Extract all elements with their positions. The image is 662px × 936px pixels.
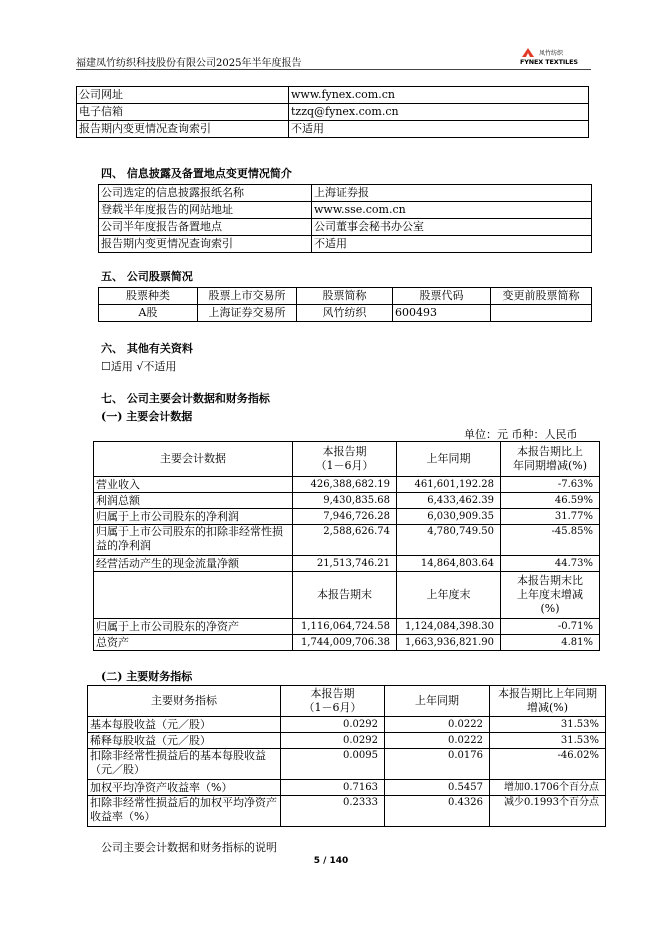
header-cell: 股票代码 xyxy=(393,288,491,305)
cell: 600493 xyxy=(393,305,491,322)
header-cell: 变更前股票简称 xyxy=(491,288,592,305)
cell-value: 14,864,803.64 xyxy=(397,556,501,572)
table-row xyxy=(88,717,606,733)
cell-value: 不适用 xyxy=(312,236,592,253)
cell-label: 总资产 xyxy=(94,635,293,651)
table-row xyxy=(94,509,600,525)
cell-label: 扣除非经常性损益后的加权平均净资产收益率（%） xyxy=(88,796,281,827)
cell-label: 营业收入 xyxy=(94,477,293,493)
cell-label: 公司选定的信息披露报纸名称 xyxy=(99,185,312,202)
section5-title: 五、 公司股票简况 xyxy=(101,270,193,283)
table-row xyxy=(94,525,600,556)
section4-title: 四、 信息披露及备置地点变更情况简介 xyxy=(101,167,292,180)
section6-title: 六、 其他有关资料 xyxy=(101,342,193,355)
table-row xyxy=(94,556,600,572)
section7-sub2-title: (二) 主要财务指标 xyxy=(101,670,193,683)
cell-value: 1,744,009,706.38 xyxy=(293,635,397,651)
cell-label: 电子信箱 xyxy=(77,104,289,121)
table-header-row xyxy=(94,442,600,477)
header-cell: 股票简称 xyxy=(297,288,393,305)
cell-label: 登载半年度报告的网站地址 xyxy=(99,202,312,219)
cell-value: 0.0176 xyxy=(385,749,490,780)
table-row xyxy=(99,236,592,253)
section7-title: 七、 公司主要会计数据和财务指标 xyxy=(101,392,270,405)
cell-value: www.sse.com.cn xyxy=(312,202,592,219)
cell-value: 1,116,064,724.58 xyxy=(293,619,397,635)
cell-value: 上海证券报 xyxy=(312,185,592,202)
unit-text: 单位：元 币种：人民币 xyxy=(464,428,578,441)
header-cell: 本报告期比上 年同期增减(%) xyxy=(501,442,600,477)
accounting-data-table xyxy=(93,441,600,651)
logo-icon xyxy=(520,47,536,58)
cell-value: -45.85% xyxy=(501,525,600,556)
notes-heading: 公司主要会计数据和财务指标的说明 xyxy=(101,841,277,854)
header-cell: 上年同期 xyxy=(397,442,501,477)
contact-table xyxy=(76,86,589,138)
cell-value: www.fynex.com.cn xyxy=(289,87,589,104)
cell-value: 426,388,682.19 xyxy=(293,477,397,493)
cell-label: 归属于上市公司股东的净利润 xyxy=(94,509,293,525)
cell-value: 增加0.1706个百分点 xyxy=(490,780,606,796)
cell-label: 归属于上市公司股东的净资产 xyxy=(94,619,293,635)
cell: 风竹纺织 xyxy=(297,305,393,322)
cell: 上海证券交易所 xyxy=(198,305,297,322)
table-row xyxy=(77,104,589,121)
cell-value: -46.02% xyxy=(490,749,606,780)
company-logo xyxy=(520,47,592,67)
table-row xyxy=(99,305,592,322)
header-cell: 主要财务指标 xyxy=(88,686,281,717)
table-row xyxy=(88,796,606,827)
cell-value: 0.0095 xyxy=(281,749,385,780)
financial-indicator-table xyxy=(87,685,606,827)
cell-value: tzzq@fynex.com.cn xyxy=(289,104,589,121)
cell-value: 0.4326 xyxy=(385,796,490,827)
header-cell: 主要会计数据 xyxy=(94,442,293,477)
header-cell xyxy=(94,572,293,619)
table-header-row xyxy=(94,572,600,619)
header-cell: 本报告期末 xyxy=(293,572,397,619)
cell-label: 利润总额 xyxy=(94,493,293,509)
cell-value: 4.81% xyxy=(501,635,600,651)
cell: A股 xyxy=(99,305,198,322)
header-cell: 本报告期 （1－6月） xyxy=(293,442,397,477)
table-header-row xyxy=(99,288,592,305)
cell-value: 31.77% xyxy=(501,509,600,525)
header-cell: 上年同期 xyxy=(385,686,490,717)
cell-label: 扣除非经常性损益后的基本每股收益（元／股） xyxy=(88,749,281,780)
cell-value: 0.0222 xyxy=(385,733,490,749)
header-cell: 股票上市交易所 xyxy=(198,288,297,305)
cell-value: -7.63% xyxy=(501,477,600,493)
cell-value: 0.0292 xyxy=(281,717,385,733)
cell-value: 21,513,746.21 xyxy=(293,556,397,572)
disclosure-table xyxy=(98,184,592,253)
cell-value: 6,030,909.35 xyxy=(397,509,501,525)
table-row xyxy=(77,87,589,104)
table-row xyxy=(99,219,592,236)
header-cell: 股票种类 xyxy=(99,288,198,305)
cell-value: 0.7163 xyxy=(281,780,385,796)
header-cell: 本报告期 （1－6月） xyxy=(281,686,385,717)
cell-label: 公司网址 xyxy=(77,87,289,104)
stock-table xyxy=(98,287,592,322)
page-number: 5 / 140 xyxy=(313,856,349,866)
header-cell: 上年度末 xyxy=(397,572,501,619)
cell-value: -0.71% xyxy=(501,619,600,635)
cell-value: 减少0.1993个百分点 xyxy=(490,796,606,827)
section6-options: ☐适用 √不适用 xyxy=(101,360,177,373)
cell xyxy=(491,305,592,322)
table-row xyxy=(77,121,589,138)
table-row xyxy=(94,619,600,635)
cell-value: 0.0292 xyxy=(281,733,385,749)
table-row xyxy=(88,780,606,796)
table-header-row xyxy=(88,686,606,717)
table-row xyxy=(99,202,592,219)
cell-value: 6,433,462.39 xyxy=(397,493,501,509)
cell-value: 461,601,192.28 xyxy=(397,477,501,493)
table-row xyxy=(94,635,600,651)
cell-value: 0.5457 xyxy=(385,780,490,796)
cell-value: 46.59% xyxy=(501,493,600,509)
cell-value: 1,124,084,398.30 xyxy=(397,619,501,635)
table-row xyxy=(88,733,606,749)
table-row xyxy=(99,185,592,202)
cell-label: 经营活动产生的现金流量净额 xyxy=(94,556,293,572)
cell-value: 2,588,626.74 xyxy=(293,525,397,556)
table-row xyxy=(88,749,606,780)
cell-label: 稀释每股收益（元／股） xyxy=(88,733,281,749)
cell-label: 报告期内变更情况查询索引 xyxy=(99,236,312,253)
cell-label: 公司半年度报告备置地点 xyxy=(99,219,312,236)
table-row xyxy=(94,493,600,509)
cell-value: 9,430,835.68 xyxy=(293,493,397,509)
cell-label: 报告期内变更情况查询索引 xyxy=(77,121,289,138)
cell-value: 7,946,726.28 xyxy=(293,509,397,525)
table-row xyxy=(94,477,600,493)
cell-value: 不适用 xyxy=(289,121,589,138)
cell-label: 归属于上市公司股东的扣除非经常性损益的净利润 xyxy=(94,525,293,556)
cell-value: 4,780,749.50 xyxy=(397,525,501,556)
cell-value: 44.73% xyxy=(501,556,600,572)
cell-value: 31.53% xyxy=(490,717,606,733)
header-cell: 本报告期末比 上年度末增减 (%) xyxy=(501,572,600,619)
logo-en-text: FYNEX TEXTILES xyxy=(520,58,578,66)
header-cell: 本报告期比上年同期 增减(%) xyxy=(490,686,606,717)
cell-value: 1,663,936,821.90 xyxy=(397,635,501,651)
cell-label: 加权平均净资产收益率（%） xyxy=(88,780,281,796)
cell-value: 0.2333 xyxy=(281,796,385,827)
header-divider xyxy=(76,69,591,70)
cell-label: 基本每股收益（元／股） xyxy=(88,717,281,733)
logo-cn-text: 凤竹纺织 xyxy=(539,50,564,57)
cell-value: 0.0222 xyxy=(385,717,490,733)
cell-value: 31.53% xyxy=(490,733,606,749)
cell-value: 公司董事会秘书办公室 xyxy=(312,219,592,236)
section7-sub1-title: (一) 主要会计数据 xyxy=(101,410,193,423)
report-header-title: 福建凤竹纺织科技股份有限公司2025年半年度报告 xyxy=(76,58,302,69)
